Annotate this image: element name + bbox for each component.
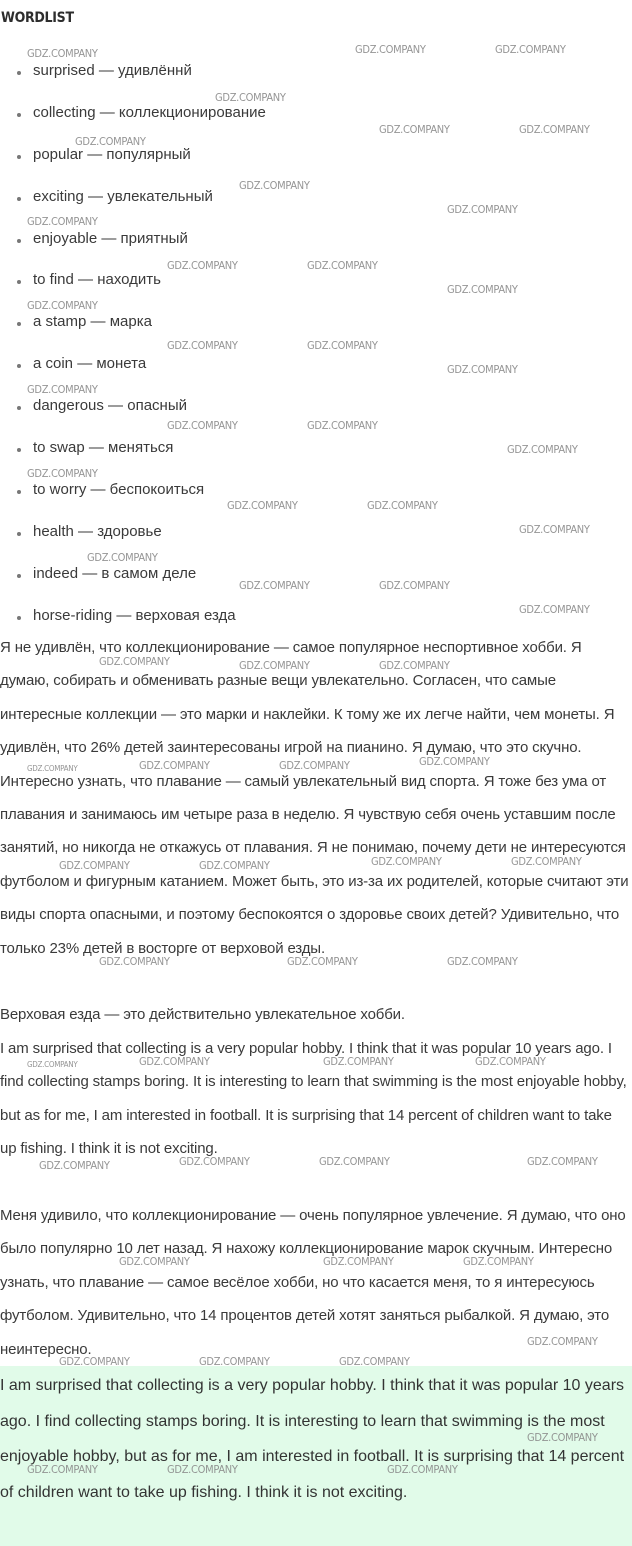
watermark: GDZ.COMPANY [495, 43, 566, 56]
watermark: GDZ.COMPANY [27, 1463, 98, 1476]
wordlist-item: enjoyable — приятный [0, 222, 632, 264]
watermark: GDZ.COMPANY [519, 603, 590, 616]
watermark: GDZ.COMPANY [279, 759, 350, 772]
watermark: GDZ.COMPANY [419, 755, 490, 768]
watermark: GDZ.COMPANY [379, 659, 450, 672]
watermark: GDZ.COMPANY [447, 955, 518, 968]
watermark: GDZ.COMPANY [27, 215, 98, 228]
watermark: GDZ.COMPANY [307, 259, 378, 272]
wordlist-item: to swap — меняться [0, 431, 632, 473]
watermark: GDZ.COMPANY [167, 1463, 238, 1476]
watermark: GDZ.COMPANY [87, 551, 158, 564]
watermark: GDZ.COMPANY [527, 1155, 598, 1168]
russian-translation-paragraph: Я не удивлён, что коллекционирование — самое популярное неспортивное хобби. Я думаю, собирать и обменивать разные вещи увлекательно. Согласен, что самые интересные коллекции — это марки и наклейки. К тому же их легче найти, чем монеты. Я удивлён, что 26% детей заинтересованы игрой на пианино. Я думаю, что это скучно. Интересно узнать, что плавание — самый увлекательный вид спорта. Я тоже без ума от плавания и занимаюсь им четыре раза в неделю. Я чувствую себя очень уставшим после занятий, но никогда не откажусь от плавания. Я не понимаю, почему дети не интересуются футболом и фигурным катанием. Может быть, это из-за их родителей, которые считают эти виды спорта опасными, и поэтому беспокоятся о здоровье своих детей? Удивительно, что только 23% детей в восторге от верховой езды. [0, 639, 629, 957]
wordlist-item: collecting — коллекционирование [0, 96, 632, 138]
watermark: GDZ.COMPANY [27, 1060, 78, 1069]
watermark: GDZ.COMPANY [355, 43, 426, 56]
wordlist-item: a coin — монета [0, 347, 632, 389]
watermark: GDZ.COMPANY [139, 759, 210, 772]
watermark: GDZ.COMPANY [527, 1431, 598, 1444]
watermark: GDZ.COMPANY [99, 955, 170, 968]
watermark: GDZ.COMPANY [307, 419, 378, 432]
watermark: GDZ.COMPANY [319, 1155, 390, 1168]
watermark: GDZ.COMPANY [59, 1355, 130, 1368]
wordlist-item: dangerous — опасный [0, 389, 632, 431]
watermark: GDZ.COMPANY [507, 443, 578, 456]
watermark: GDZ.COMPANY [167, 259, 238, 272]
watermark: GDZ.COMPANY [519, 123, 590, 136]
watermark: GDZ.COMPANY [75, 135, 146, 148]
watermark: GDZ.COMPANY [379, 123, 450, 136]
watermark: GDZ.COMPANY [323, 1255, 394, 1268]
watermark: GDZ.COMPANY [39, 1159, 110, 1172]
wordlist-item: indeed — в самом деле [0, 557, 632, 599]
watermark: GDZ.COMPANY [59, 859, 130, 872]
watermark: GDZ.COMPANY [387, 1463, 458, 1476]
watermark: GDZ.COMPANY [475, 1055, 546, 1068]
watermark: GDZ.COMPANY [27, 764, 78, 773]
watermark: GDZ.COMPANY [27, 467, 98, 480]
watermark: GDZ.COMPANY [199, 1355, 270, 1368]
watermark: GDZ.COMPANY [227, 499, 298, 512]
wordlist-item: popular — популярный [0, 138, 632, 180]
watermark: GDZ.COMPANY [239, 179, 310, 192]
watermark: GDZ.COMPANY [379, 579, 450, 592]
watermark: GDZ.COMPANY [339, 1355, 410, 1368]
watermark: GDZ.COMPANY [307, 339, 378, 352]
watermark: GDZ.COMPANY [239, 659, 310, 672]
watermark: GDZ.COMPANY [287, 955, 358, 968]
watermark: GDZ.COMPANY [179, 1155, 250, 1168]
russian-translation-closing: Верховая езда — это действительно увлекательное хобби. [0, 1006, 405, 1023]
watermark: GDZ.COMPANY [199, 859, 270, 872]
wordlist-item: horse-riding — верховая езда [0, 599, 632, 641]
watermark: GDZ.COMPANY [167, 339, 238, 352]
wordlist-item: to find — находить [0, 263, 632, 305]
watermark: GDZ.COMPANY [511, 855, 582, 868]
watermark: GDZ.COMPANY [463, 1255, 534, 1268]
watermark: GDZ.COMPANY [99, 655, 170, 668]
watermark: GDZ.COMPANY [447, 283, 518, 296]
wordlist-item: surprised — удивлённй [0, 54, 632, 96]
watermark: GDZ.COMPANY [215, 91, 286, 104]
watermark: GDZ.COMPANY [27, 47, 98, 60]
watermark: GDZ.COMPANY [371, 855, 442, 868]
english-answer-paragraph: I am surprised that collecting is a very popular hobby. I think that it was popular 10 years ago. I find collecting stamps boring. It is interesting to learn that swimming is the most enjoyable hobby, but as for me, I am interested in football. It is surprising that 14 percent of children want to take up fishing. I think it is not exciting. [0, 1040, 627, 1158]
russian-answer-translation: Меня удивило, что коллекционирование — очень популярное увлечение. Я думаю, что оно было популярно 10 лет назад. Я нахожу коллекционирование марок скучным. Интересно узнать, что плавание — самое весёлое хобби, но что касается меня, то я интересуюсь футболом. Удивительно, что 14 процентов детей хотят заняться рыбалкой. Я думаю, это неинтересно. [0, 1207, 626, 1358]
watermark: GDZ.COMPANY [323, 1055, 394, 1068]
watermark: GDZ.COMPANY [519, 523, 590, 536]
watermark: GDZ.COMPANY [239, 579, 310, 592]
watermark: GDZ.COMPANY [447, 203, 518, 216]
watermark: GDZ.COMPANY [27, 299, 98, 312]
watermark: GDZ.COMPANY [27, 383, 98, 396]
watermark: GDZ.COMPANY [367, 499, 438, 512]
watermark: GDZ.COMPANY [119, 1255, 190, 1268]
watermark: GDZ.COMPANY [167, 419, 238, 432]
watermark: GDZ.COMPANY [527, 1335, 598, 1348]
watermark: GDZ.COMPANY [447, 363, 518, 376]
wordlist-item: to worry — беспокоиться [0, 473, 632, 515]
wordlist-item: a stamp — марка [0, 305, 632, 347]
wordlist-item: exciting — увлекательный [0, 180, 632, 222]
wordlist-item: health — здоровье [0, 515, 632, 557]
wordlist-heading: WORDLIST [1, 10, 74, 26]
wordlist [0, 54, 632, 640]
highlighted-answer: I am surprised that collecting is a very popular hobby. I think that it was popular 10 years ago. I find collecting stamps boring. It is interesting to learn that swimming is the most enjoyable hobby, but as for me, I am interested in football. It is surprising that 14 percent of children want to take up fishing. I think it is not exciting. [0, 1366, 632, 1546]
watermark: GDZ.COMPANY [139, 1055, 210, 1068]
